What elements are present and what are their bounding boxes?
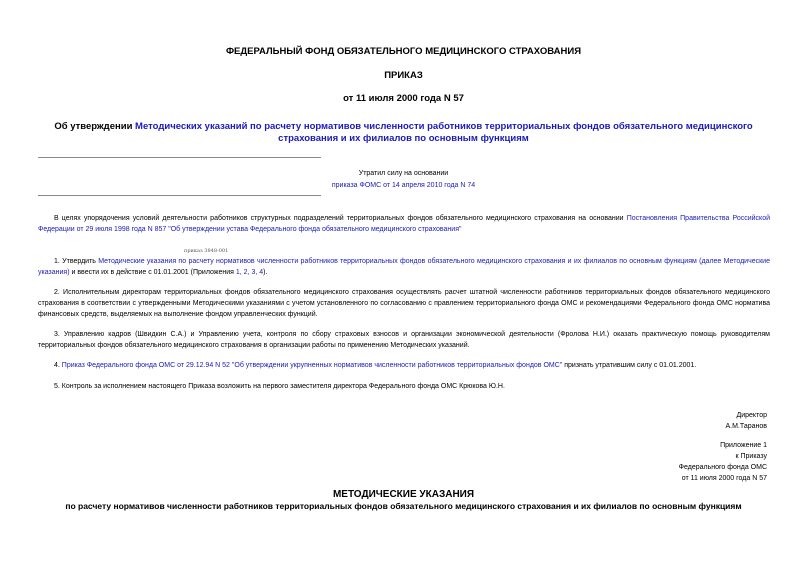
appendix-line-3: Федерального фонда ОМС: [678, 464, 767, 471]
appendix-line-1: Приложение 1: [720, 442, 767, 449]
document-date-number: от 11 июля 2000 года N 57: [343, 93, 464, 104]
intro-text: В целях упорядочения условий деятельности работников структурных подразделений территориальных фондов обязательного медицинского страхования на основании: [54, 215, 627, 222]
signature-block: [725, 410, 767, 432]
separator-line-top: [38, 157, 321, 158]
guidelines-subtitle: по расчету нормативов численности работников территориальных фондов обязательного медицинского страхования и их филиалов по основным функциям: [65, 501, 742, 511]
intro-paragraph: [38, 213, 770, 235]
appendix-line-4: от 11 июля 2000 года N 57: [681, 475, 767, 482]
item-4-end: признать утратившим силу с 01.01.2001.: [562, 362, 697, 369]
item-3-paragraph: [38, 329, 770, 351]
item-1-appendix-label: Приложения: [192, 269, 236, 276]
item-1-appendix-links[interactable]: 1, 2, 3, 4: [235, 269, 264, 276]
item-4-paragraph: [38, 360, 770, 371]
organization-heading: ФЕДЕРАЛЬНЫЙ ФОНД ОБЯЗАТЕЛЬНОГО МЕДИЦИНСКОГО СТРАХОВАНИЯ: [225, 46, 582, 57]
item-1-mid: и ввести их в действие с 01.01.2001 (: [69, 269, 193, 276]
guidelines-title: МЕТОДИЧЕСКИЕ УКАЗАНИЯ: [332, 489, 475, 500]
document-title: [40, 121, 767, 145]
item-5-paragraph: [38, 381, 770, 392]
document-type: ПРИКАЗ: [384, 70, 423, 81]
item-5-text: 5. Контроль за исполнением настоящего Приказа возложить на первого заместителя директора Федерального фонда ОМС Крюкова Ю.Н.: [54, 383, 505, 390]
signature-position: Директор: [736, 412, 767, 419]
expired-note-link[interactable]: приказа ФОМС от 14 апреля 2010 года N 74: [331, 182, 476, 189]
expired-note-text: Утратил силу на основании: [358, 170, 449, 177]
item-2-paragraph: [38, 287, 770, 320]
item-3-text: 3. Управлению кадров (Швидкин С.А.) и Управлению учета, контроля по сбору страховых взносов и организации экономической деятельности (Фролова Н.И.) оказать практическую помощь руководителям территориальных фондов обязательного медицинского страхования в организации работы по применению Методических указаний.: [38, 331, 770, 349]
appendix-line-2: к Приказу: [735, 453, 767, 460]
title-link[interactable]: Методических указаний по расчету нормативов численности работников территориальных фондов обязательного медицинского страхования и их филиалов по основным функциям: [135, 121, 753, 144]
separator-line-bottom: [38, 195, 321, 196]
item-1-guidelines-link[interactable]: Методические указания по расчету нормативов численности работников территориальных фондов обязательного медицинского страхования и их филиалов по основным функциям (далее Методические указания): [38, 258, 770, 276]
item-1-prefix: 1. Утвердить: [54, 258, 99, 265]
item-4-order-link[interactable]: Приказ Федерального фонда ОМС от 29.12.94 N 52 "Об утверждении укрупненных нормативов численности работников территориальных фондов ОМС": [61, 362, 563, 369]
item-2-text: 2. Исполнительным директорам территориальных фондов обязательного медицинского страхования осуществлять расчет штатной численности работников территориальных фондов обязательного медицинского страхования в соответствии с утвержденными Методическими указаниями с учетом установленного по согласованию с правлением территориального фонда ОМС и рекомендациями Федерального фонда ОМС норматива финансовых средств, выделяемых на выполнение фондом управленческих функций.: [38, 289, 770, 318]
document-stamp: приказ 3848-001: [184, 248, 229, 254]
item-1-end: ).: [263, 269, 268, 276]
appendix-reference-block: [679, 440, 767, 484]
intro-decree-link[interactable]: Постановления Правительства Российской Федерации от 29 июля 1998 года N 857 "Об утверждении устава Федерального фонда обязательного медицинского страхования": [38, 215, 771, 233]
item-4-number: 4.: [54, 362, 62, 369]
signature-name: А.М.Таранов: [725, 423, 767, 430]
item-1-paragraph: [38, 256, 770, 278]
title-prefix: Об утверждении: [54, 121, 136, 132]
